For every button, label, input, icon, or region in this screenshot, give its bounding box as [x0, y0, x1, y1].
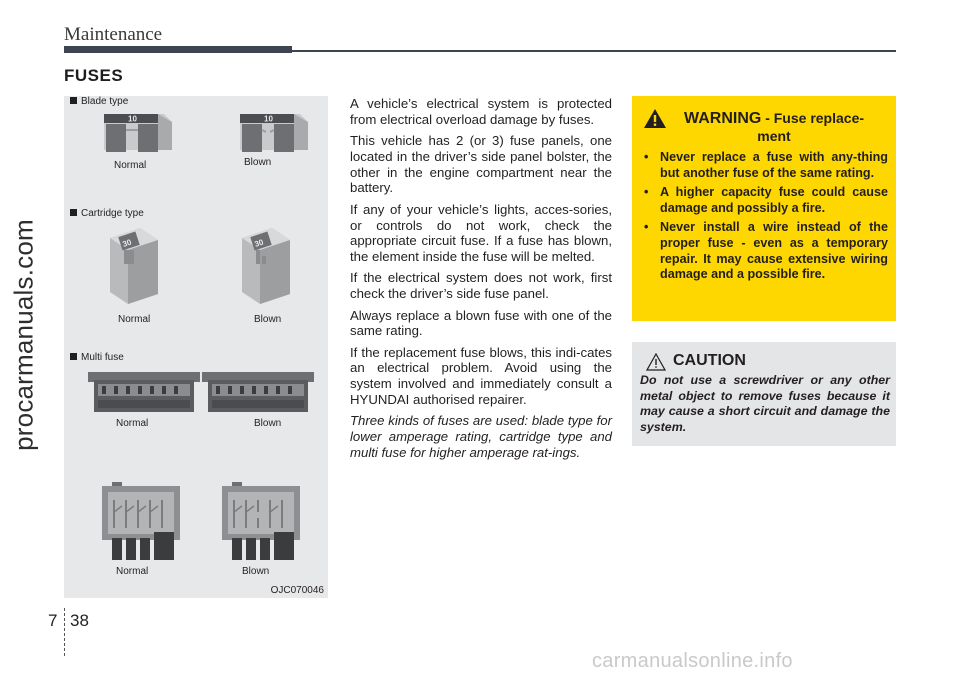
warning-item: • Never replace a fuse with any-thing but another fuse of the same rating. — [644, 150, 888, 180]
warning-title-word: WARNING — [683, 110, 762, 127]
cartridge-fuse-normal-image — [100, 224, 166, 308]
warning-item: • A higher capacity fuse could cause damage and possibly a fire. — [644, 185, 888, 215]
cartridge-normal-caption: Normal — [118, 314, 151, 325]
blade-fuse-rating-text: 10 — [128, 114, 137, 124]
caution-triangle-icon — [646, 353, 666, 371]
header-rule — [292, 50, 896, 52]
body-paragraph: If the electrical system does not work, first check the driver’s side fuse panel. — [350, 270, 612, 302]
multi-blown-caption: Blown — [254, 418, 282, 429]
multi-normal-caption: Normal — [116, 418, 149, 429]
cartridge-fuse-rating-text: 30 — [121, 237, 133, 249]
header-bar — [64, 46, 292, 53]
cartridge-type-label: Cartridge type — [70, 208, 144, 219]
warning-box — [632, 96, 896, 321]
chapter-number: 7 — [48, 611, 58, 630]
blade-fuse-blown-image — [234, 110, 312, 160]
cartridge-blown-caption: Blown — [254, 314, 282, 325]
cartridge-fuse-rating-text: 30 — [253, 237, 265, 249]
multi-fuse-block-normal-image — [98, 482, 184, 562]
caution-box — [632, 342, 896, 446]
warning-bullet: • — [644, 185, 649, 200]
warning-bullet: • — [644, 150, 649, 164]
body-text — [350, 96, 612, 466]
section-title: FUSES — [64, 66, 124, 85]
block-blown-caption: Blown — [242, 566, 270, 577]
side-watermark-text: procarmanuals.com — [8, 219, 39, 451]
body-paragraph: Always replace a blown fuse with one of the same rating. — [350, 307, 612, 339]
bottom-watermark: carmanualsonline.info — [592, 650, 793, 672]
body-paragraph-italic: Three kinds of fuses are used: blade type for lower amperage rating, cartridge type and multi fuse for higher amperage rat-ings. — [350, 413, 612, 460]
caution-title: CAUTION — [673, 352, 746, 369]
blade-blown-caption: Blown — [244, 157, 272, 168]
warning-list — [642, 150, 888, 287]
warning-title-cont: ment — [757, 128, 791, 144]
side-watermark — [4, 170, 44, 500]
footer-separator — [64, 608, 65, 656]
figure-code: OJC070046 — [270, 585, 324, 596]
page-number: 38 — [70, 611, 89, 630]
warning-item: • Never install a wire instead of the proper fuse - even as a temporary repair. It may cause extensive wiring damage and a possible fire. — [644, 220, 888, 282]
cartridge-fuse-blown-image — [232, 224, 298, 308]
blade-type-label: Blade type — [70, 96, 128, 107]
body-paragraph: This vehicle has 2 (or 3) fuse panels, one located in the driver’s side panel bolster, the other in the engine compartment near the battery. — [350, 133, 612, 196]
multi-fuse-blown-image — [202, 368, 314, 416]
blade-normal-caption: Normal — [114, 160, 147, 171]
header-title: Maintenance — [64, 24, 163, 45]
body-paragraph: If the replacement fuse blows, this indi-cates an electrical problem. Avoid using the system involved and immediately consult a HYUNDAI authorised repairer. — [350, 344, 612, 408]
blade-fuse-rating-text: 10 — [264, 114, 273, 124]
caution-text: Do not use a screwdriver or any other metal object to remove fuses because it may cause a short circuit and damage the system. — [640, 373, 890, 434]
body-paragraph: A vehicle’s electrical system is protected from electrical overload damage by fuses. — [350, 96, 612, 127]
warning-title — [632, 110, 896, 144]
fuse-figure — [64, 96, 328, 598]
warning-bullet: • — [644, 220, 649, 235]
warning-title-rest: - Fuse replace- — [761, 110, 865, 126]
blade-fuse-normal-image — [98, 110, 176, 160]
block-normal-caption: Normal — [116, 566, 149, 577]
multi-fuse-normal-image — [88, 368, 200, 416]
multi-fuse-label: Multi fuse — [70, 352, 124, 363]
multi-fuse-block-blown-image — [218, 482, 304, 562]
body-paragraph: If any of your vehicle’s lights, acces-sories, or controls do not work, check the appropriate circuit fuse. If a fuse has blown, the element inside the fuse will be melted. — [350, 201, 612, 265]
